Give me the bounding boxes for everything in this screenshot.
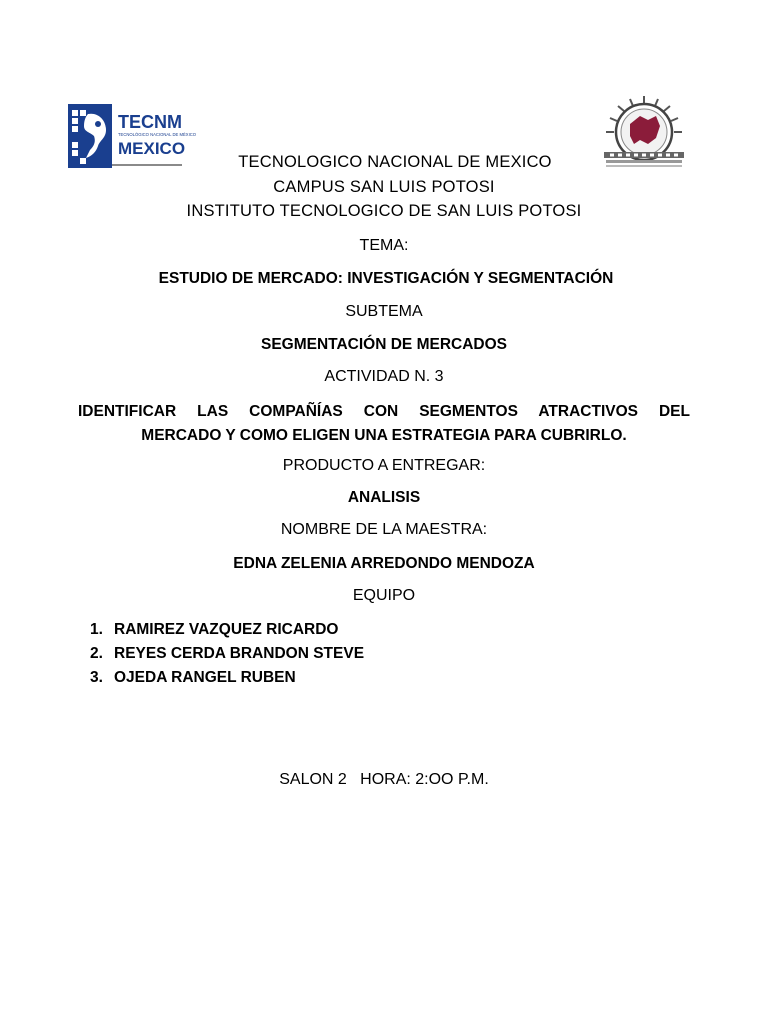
team-member xyxy=(90,666,364,690)
equipo-label: EQUIPO xyxy=(352,587,416,604)
tema-label: TEMA: xyxy=(359,237,409,254)
actividad-description xyxy=(78,400,690,448)
maestra-label: NOMBRE DE LA MAESTRA: xyxy=(280,521,488,538)
tecnm-logo-text: TECNM xyxy=(118,112,182,132)
team-list xyxy=(90,618,364,690)
institution-line-national: TECNOLOGICO NACIONAL DE MEXICO xyxy=(238,153,552,171)
actividad-label: ACTIVIDAD N. 3 xyxy=(324,368,444,385)
team-member xyxy=(90,642,364,666)
institution-line-campus: CAMPUS SAN LUIS POTOSI xyxy=(273,178,495,196)
salon-hora: SALON 2 HORA: 2:OO P.M. xyxy=(279,771,489,788)
team-member-name: RAMIREZ VAZQUEZ RICARDO xyxy=(114,621,339,638)
tema-value: ESTUDIO DE MERCADO: INVESTIGACIÓN Y SEGMENTACIÓN xyxy=(158,270,614,287)
actividad-line-2: MERCADO Y COMO ELIGEN UNA ESTRATEGIA PARA CUBRIRLO. xyxy=(141,427,627,444)
team-member-number: 2. xyxy=(90,645,103,662)
subtema-value: SEGMENTACIÓN DE MERCADOS xyxy=(260,336,507,353)
tecnm-logo-country: MEXICO xyxy=(118,139,186,158)
team-member-number: 3. xyxy=(90,669,103,686)
team-member-number: 1. xyxy=(90,621,103,638)
tecnm-logo-subtext: TECNOLÓGICO NACIONAL DE MÉXICO xyxy=(118,132,197,137)
team-member-name: REYES CERDA BRANDON STEVE xyxy=(114,645,365,662)
subtema-label: SUBTEMA xyxy=(345,303,423,320)
team-member xyxy=(90,618,364,642)
maestra-value: EDNA ZELENIA ARREDONDO MENDOZA xyxy=(233,555,535,572)
institution-line-institute: INSTITUTO TECNOLOGICO DE SAN LUIS POTOSI xyxy=(186,202,582,220)
producto-label: PRODUCTO A ENTREGAR: xyxy=(282,457,486,474)
team-member-name: OJEDA RANGEL RUBEN xyxy=(114,669,296,686)
producto-value: ANALISIS xyxy=(347,489,421,506)
actividad-line-1: IDENTIFICAR LAS COMPAÑÍAS CON SEGMENTOS ATRACTIVOS DEL xyxy=(78,403,690,420)
